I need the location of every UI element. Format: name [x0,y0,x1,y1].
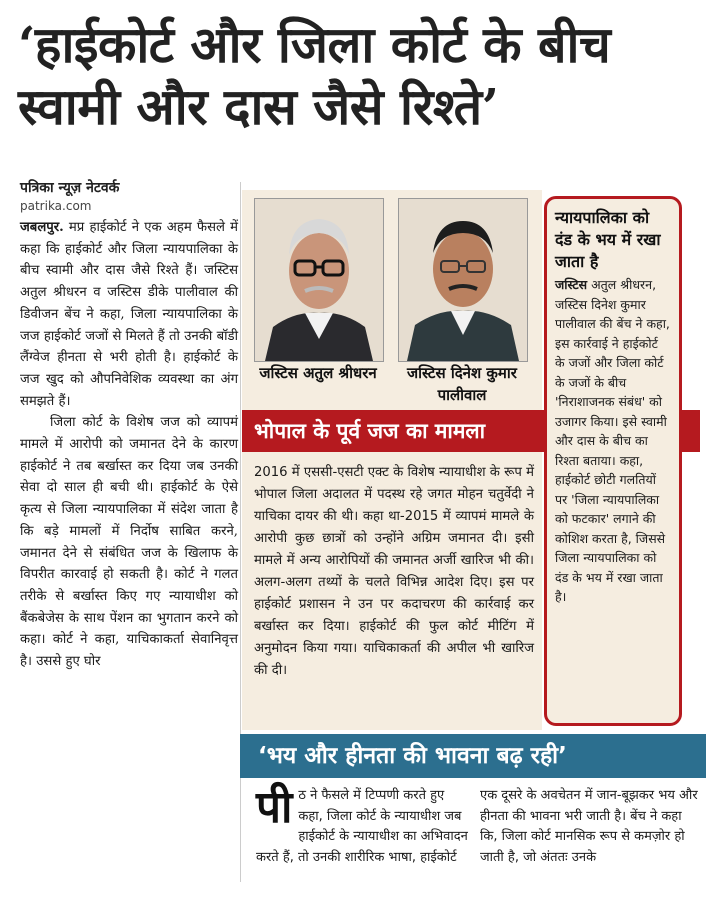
dateline-city: जबलपुर. [20,220,64,235]
section-banner-fear: ‘भय और हीनता की भावना बढ़ रही’ [240,734,706,778]
portrait-icon [399,199,527,361]
byline: पत्रिका न्यूज़ नेटवर्क [20,180,120,196]
para-1-text: मप्र हाईकोर्ट ने एक अहम फैसले में कहा कि हाईकोर्ट और जिला न्यायपालिका के बीच स्वामी और दास जैसे रिश्ते हैं। जस्टिस अतुल श्रीधरन व जस्टिस डीके पालीवाल की डिवीजन बेंच ने कहा, जिला न्यायपालिका के जज हाईकोर्ट जजों से मिलते हैं तो उनकी बॉडी लैंग्वेज हीनता से भरी होती है। हाईकोर्ट के जज खुद को औपनिवेशिक व्यवस्था का अंग समझते हैं। [20,220,238,409]
sidebar-lead: जस्टिस [555,277,588,292]
left-para-2: जिला कोर्ट के विशेष जज को व्यापमं मामले में आरोपी को जमानत देने के कारण हाईकोर्ट ने तब बर्खास्त कर दिया जब उनकी सेवा दो साल ही बची थी। हाईकोर्ट के ऐसे कृत्य से जिला न्यायपालिका में संदेश जाता है कि बड़े मामलों में निर्दोष साबित करने, जमानत देने से संबंधित जज के खिलाफ के विपरीत कारवाई हो सकती है। कोर्ट ने गलत तरीके से बर्खास्त किए गए न्यायाधीश को बैंकबेजेस के साथ पेंशन का भुगतान करने को कहा। कोर्ट ने कहा, याचिकाकर्ता सेवानिवृत्त है। उससे हुए घोर [20,415,238,670]
photo-justice-dinesh-kumar-paliwal [398,198,528,362]
sidebar-title: न्यायपालिका को दंड के भय में रखा जाता है [555,208,661,271]
caption-left: जस्टिस अतुल श्रीधरन [259,364,377,382]
sidebar-body [555,275,671,607]
photo-justice-atul-sreedharan [254,198,384,362]
bottom-column-1 [256,782,468,868]
left-column [20,178,238,673]
bottom-column-2: एक दूसरे के अवचेतन में जान-बूझकर भय और हीनता की भावना भरी जाती है। बेंच ने कहा कि, जिला कोर्ट मानसिक रूप से कमज़ोर हो जाती है, जो अंततः उनके [480,788,698,865]
bhopal-case-text: 2016 में एससी-एसटी एक्ट के विशेष न्यायाधीश के रूप में भोपाल जिला अदालत में पदस्थ रहे जगत मोहन चतुर्वेदी ने याचिका दायर की थी। कहा था-2015 में व्यापमं मामले के आरोपी कुछ छात्रों को उन्होंने अग्रिम जमानत दी। इसी मामले में अन्य आरोपियों की जमानत अर्जी खारिज भी की। अलग-अलग तथ्यों के चलते विभिन्न आदेश दिए। इस पर हाईकोर्ट प्रशासन ने उन पर कदाचरण की कार्रवाई कर बर्खास्त कर दिया। हाईकोर्ट की फुल कोर्ट मीटिंग में अनुमोदन किया गया। याचिकाकर्ता की अपील भी खारिज की दी। [254,465,534,678]
left-body [20,217,238,673]
caption-right: जस्टिस दिनेश कुमार पालीवाल [407,364,517,404]
sidebar-text: अतुल श्रीधरन, जस्टिस दिनेश कुमार पालीवाल की बेंच ने कहा, इस कार्रवाई ने हाईकोर्ट के जजों और जिला कोर्ट के जजों के बीच 'निराशाजनक संबंध' को उजागर किया। इसे स्वामी और दास के बीच का रिश्ता बताया। कहा, हाईकोर्ट छोटी गलतियों पर 'जिला न्यायपालिका को फटकार' लगाने की कोशिश करता है, जिससे जिला न्यायपालिका को दंड के भय में रखा जाता है। [555,277,670,604]
section-banner-bhopal: भोपाल के पूर्व जज का मामला [242,410,700,452]
headline: ‘हाईकोर्ट और जिला कोर्ट के बीच स्वामी और दास जैसे रिश्ते’ [18,15,611,136]
portrait-icon [255,199,383,361]
sidebar-box [544,196,682,726]
left-para-1 [20,217,238,412]
bottom-col1-text: ठ ने फैसले में टिप्पणी करते हुए कहा, जिला कोर्ट के न्यायाधीश जब हाईकोर्ट के न्यायाधीश का अभिवादन करते हैं, तो उनकी शारीरिक भाषा, हाईकोर्ट [256,788,468,865]
website: patrika.com [20,199,92,213]
dropcap: पी [256,782,293,833]
